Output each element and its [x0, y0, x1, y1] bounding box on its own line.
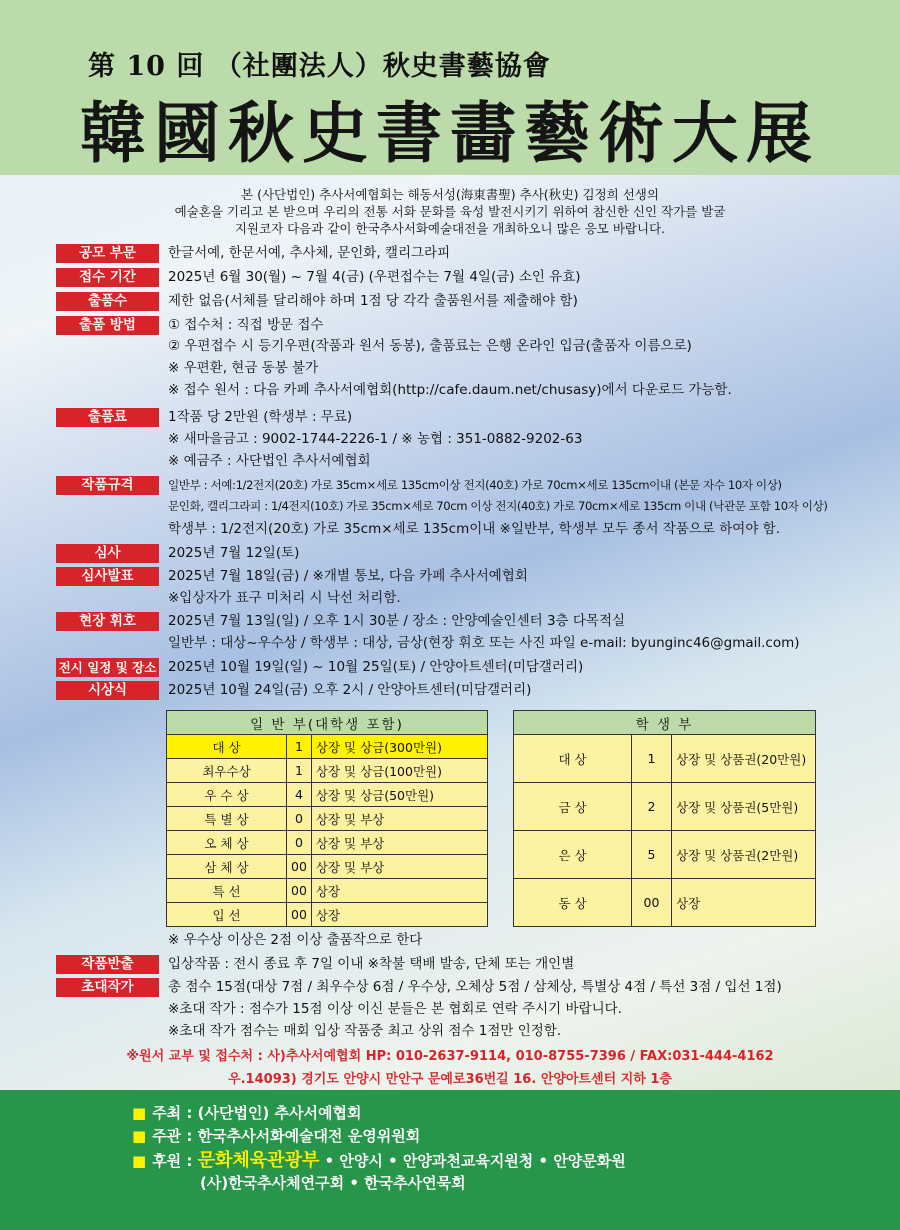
- sponsor-main: 문화체육관광부: [197, 1150, 320, 1171]
- section-label: 공모 부문: [56, 244, 159, 263]
- award-name: 동 상: [514, 879, 632, 927]
- host-value: (사단법인) 추사서예협회: [197, 1104, 362, 1122]
- section-label: 심사: [56, 544, 159, 563]
- awards-student-table: [513, 710, 816, 927]
- footer-organizer: [132, 1125, 420, 1146]
- square-bullet-icon: ■: [132, 1104, 147, 1122]
- section-line: 2025년 7월 13일(일) / 오후 1시 30분 / 장소 : 안양예술인센터 3층 다목적실: [168, 613, 626, 629]
- award-prize: 상장: [311, 879, 487, 903]
- host-label: 주최 :: [152, 1104, 198, 1122]
- award-count: 5: [632, 831, 672, 879]
- section-line: 한글서예, 한문서예, 추사체, 문인화, 캘리그라피: [168, 245, 451, 261]
- award-name: 특 선: [167, 879, 287, 903]
- section-label: 현장 휘호: [56, 612, 159, 631]
- section-line: ※입상자가 표구 미처리 시 낙선 처리함.: [168, 590, 401, 606]
- section-line: ② 우편접수 시 등기우편(작품과 원서 동봉), 출품료는 은행 온라인 입금(출품자 이름으로): [168, 338, 692, 354]
- section-line: 2025년 10월 24일(금) 오후 2시 / 안양아트센터(미담갤러리): [168, 682, 532, 698]
- award-name: 은 상: [514, 831, 632, 879]
- award-name: 삼 체 상: [167, 855, 287, 879]
- section-line: 제한 없음(서체를 달리해야 하며 1점 당 각각 출품원서를 제출해야 함): [168, 293, 578, 309]
- table-row: [514, 831, 816, 879]
- table-row: [167, 903, 488, 927]
- table-header: 학 생 부: [514, 711, 816, 735]
- section-label: 전시 일정 및 장소: [56, 658, 159, 677]
- section-line: 2025년 7월 18일(금) / ※개별 통보, 다음 카페 추사서예협회: [168, 568, 528, 584]
- table-row: [167, 807, 488, 831]
- section-label: 심사발표: [56, 567, 159, 586]
- award-name: 입 선: [167, 903, 287, 927]
- award-count: 2: [632, 783, 672, 831]
- table-row: [167, 735, 488, 759]
- section-line: ※ 새마을금고 : 9002-1744-2226-1 / ※ 농협 : 351-0882-9202-63: [168, 431, 583, 447]
- footer-sponsor-line2: (사)한국추사체연구회 • 한국추사연묵회: [200, 1174, 466, 1192]
- award-count: 00: [287, 879, 312, 903]
- award-name: 오 체 상: [167, 831, 287, 855]
- award-prize: 상장 및 상금(50만원): [311, 783, 487, 807]
- award-prize: 상장: [672, 879, 816, 927]
- table-header: 일 반 부(대학생 포함): [167, 711, 488, 735]
- award-count: 1: [287, 735, 312, 759]
- square-bullet-icon: ■: [132, 1127, 147, 1145]
- award-prize: 상장 및 부상: [311, 855, 487, 879]
- section-line: ※ 예금주 : 사단법인 추사서예협회: [168, 453, 371, 469]
- section-line: 2025년 6월 30(월) ~ 7월 4(금) (우편접수는 7월 4일(금) 소인 유효): [168, 269, 581, 285]
- footer-sponsor: [132, 1146, 626, 1172]
- award-count: 00: [287, 855, 312, 879]
- section-label: 출품 방법: [56, 316, 159, 335]
- sponsor-label: 후원 :: [152, 1152, 198, 1170]
- intro-line: 본 (사단법인) 추사서예협회는 해동서성(海東書聖) 추사(秋史) 김정희 선생의: [241, 187, 659, 202]
- section-line: ※초대 작가 점수는 매회 입상 작품중 최고 상위 점수 1점만 인정함.: [168, 1023, 562, 1039]
- section-line: ※ 우편환, 현금 동봉 불가: [168, 360, 319, 376]
- award-prize: 상장 및 상품권(2만원): [672, 831, 816, 879]
- organizer-label: 주관 :: [152, 1127, 198, 1145]
- intro-text: [0, 186, 900, 237]
- award-count: 00: [287, 903, 312, 927]
- award-name: 최우수상: [167, 759, 287, 783]
- award-name: 우 수 상: [167, 783, 287, 807]
- section-label: 작품규격: [56, 476, 159, 495]
- award-count: 1: [287, 759, 312, 783]
- section-line: 학생부 : 1/2전지(20호) 가로 35cm×세로 135cm이내 ※일반부, 학생부 모두 종서 작품으로 하여야 함.: [168, 521, 781, 537]
- award-count: 4: [287, 783, 312, 807]
- section-label: 시상식: [56, 681, 159, 700]
- award-count: 0: [287, 831, 312, 855]
- address-line: 우.14093) 경기도 안양시 만안구 문예로36번길 16. 안양아트센터 지하 1층: [228, 1072, 672, 1087]
- award-prize: 상장: [311, 903, 487, 927]
- table-row: [167, 855, 488, 879]
- section-line: 2025년 7월 12일(토): [168, 545, 300, 561]
- organizer-value: 한국추사서화예술대전 운영위원회: [197, 1127, 421, 1145]
- award-prize: 상장 및 상품권(5만원): [672, 783, 816, 831]
- table-row: [167, 759, 488, 783]
- section-line: 문인화, 캘리그라피 : 1/4전지(10호) 가로 35cm×세로 70cm 이상 전지(40호) 가로 70cm×세로 135cm 이내 (낙관문 포함 10자 이상): [168, 499, 828, 513]
- table-row: [514, 735, 816, 783]
- award-count: 1: [632, 735, 672, 783]
- section-line: 1작품 당 2만원 (학생부 : 무료): [168, 409, 353, 425]
- table-row: [514, 879, 816, 927]
- award-name: 특 별 상: [167, 807, 287, 831]
- section-label: 출품료: [56, 408, 159, 427]
- contact-line: ※원서 교부 및 접수처 : 사)추사서예협회 HP: 010-2637-9114, 010-8755-7396 / FAX:031-444-4162: [126, 1049, 774, 1064]
- section-line: 총 점수 15점(대상 7점 / 최우수상 6점 / 우수상, 오체상 5점 / 삼체상, 특별상 4점 / 특선 3점 / 입선 1점): [168, 979, 782, 995]
- table-row: [167, 831, 488, 855]
- section-line: ① 접수처 : 직접 방문 접수: [168, 317, 324, 333]
- table-row: [167, 879, 488, 903]
- intro-line: 예술혼을 기리고 본 받으며 우리의 전통 서화 문화를 육성 발전시키기 위하여 참신한 신인 작가를 발굴: [174, 204, 726, 219]
- awards-note: ※ 우수상 이상은 2점 이상 출품작으로 한다: [168, 932, 423, 948]
- section-line: 2025년 10월 19일(일) ~ 10월 25일(토) / 안양아트센터(미담갤러리): [168, 659, 584, 675]
- footer-host: [132, 1102, 361, 1123]
- section-line: 입상작품 : 전시 종료 후 7일 이내 ※착불 택배 발송, 단체 또는 개인별: [168, 956, 575, 972]
- footer-band: [0, 1090, 900, 1230]
- main-title: 韓國秋史書畵藝術大展: [80, 94, 820, 172]
- award-count: 00: [632, 879, 672, 927]
- award-name: 대 상: [514, 735, 632, 783]
- award-name: 금 상: [514, 783, 632, 831]
- section-label: 출품수: [56, 292, 159, 311]
- award-name: 대 상: [167, 735, 287, 759]
- square-bullet-icon: ■: [132, 1152, 147, 1170]
- award-count: 0: [287, 807, 312, 831]
- sponsor-rest: • 안양시 • 안양과천교육지원청 • 안양문화원: [319, 1152, 626, 1170]
- award-prize: 상장 및 부상: [311, 831, 487, 855]
- section-line: 일반부 : 대상~우수상 / 학생부 : 대상, 금상(현장 휘호 또는 사진 파일 e-mail: byunginc46@gmail.com): [168, 635, 800, 651]
- award-prize: 상장 및 상금(100만원): [311, 759, 487, 783]
- award-prize: 상장 및 상품권(20만원): [672, 735, 816, 783]
- section-line: 일반부 : 서예:1/2전지(20호) 가로 35cm×세로 135cm이상 전지(40호) 가로 70cm×세로 135cm이내 (본문 자수 10자 이상): [168, 478, 782, 492]
- header-band: [0, 0, 900, 175]
- section-label: 초대작가: [56, 978, 159, 997]
- award-prize: 상장 및 부상: [311, 807, 487, 831]
- subtitle: 第 10 回 （社團法人）秋史書藝協會: [88, 51, 551, 82]
- section-line: ※ 접수 원서 : 다음 카페 추사서예협회(http://cafe.daum.net/chusasy)에서 다운로드 가능함.: [168, 382, 732, 398]
- table-row: [167, 783, 488, 807]
- awards-general-table: [166, 710, 488, 927]
- intro-line: 지원코자 다음과 같이 한국추사서화예술대전을 개최하오니 많은 응모 바랍니다.: [234, 221, 666, 236]
- section-label: 접수 기간: [56, 268, 159, 287]
- table-row: [514, 783, 816, 831]
- award-prize: 상장 및 상금(300만원): [311, 735, 487, 759]
- section-label: 작품반출: [56, 955, 159, 974]
- section-line: ※초대 작가 : 점수가 15점 이상 이신 분들은 본 협회로 연락 주시기 바랍니다.: [168, 1001, 622, 1017]
